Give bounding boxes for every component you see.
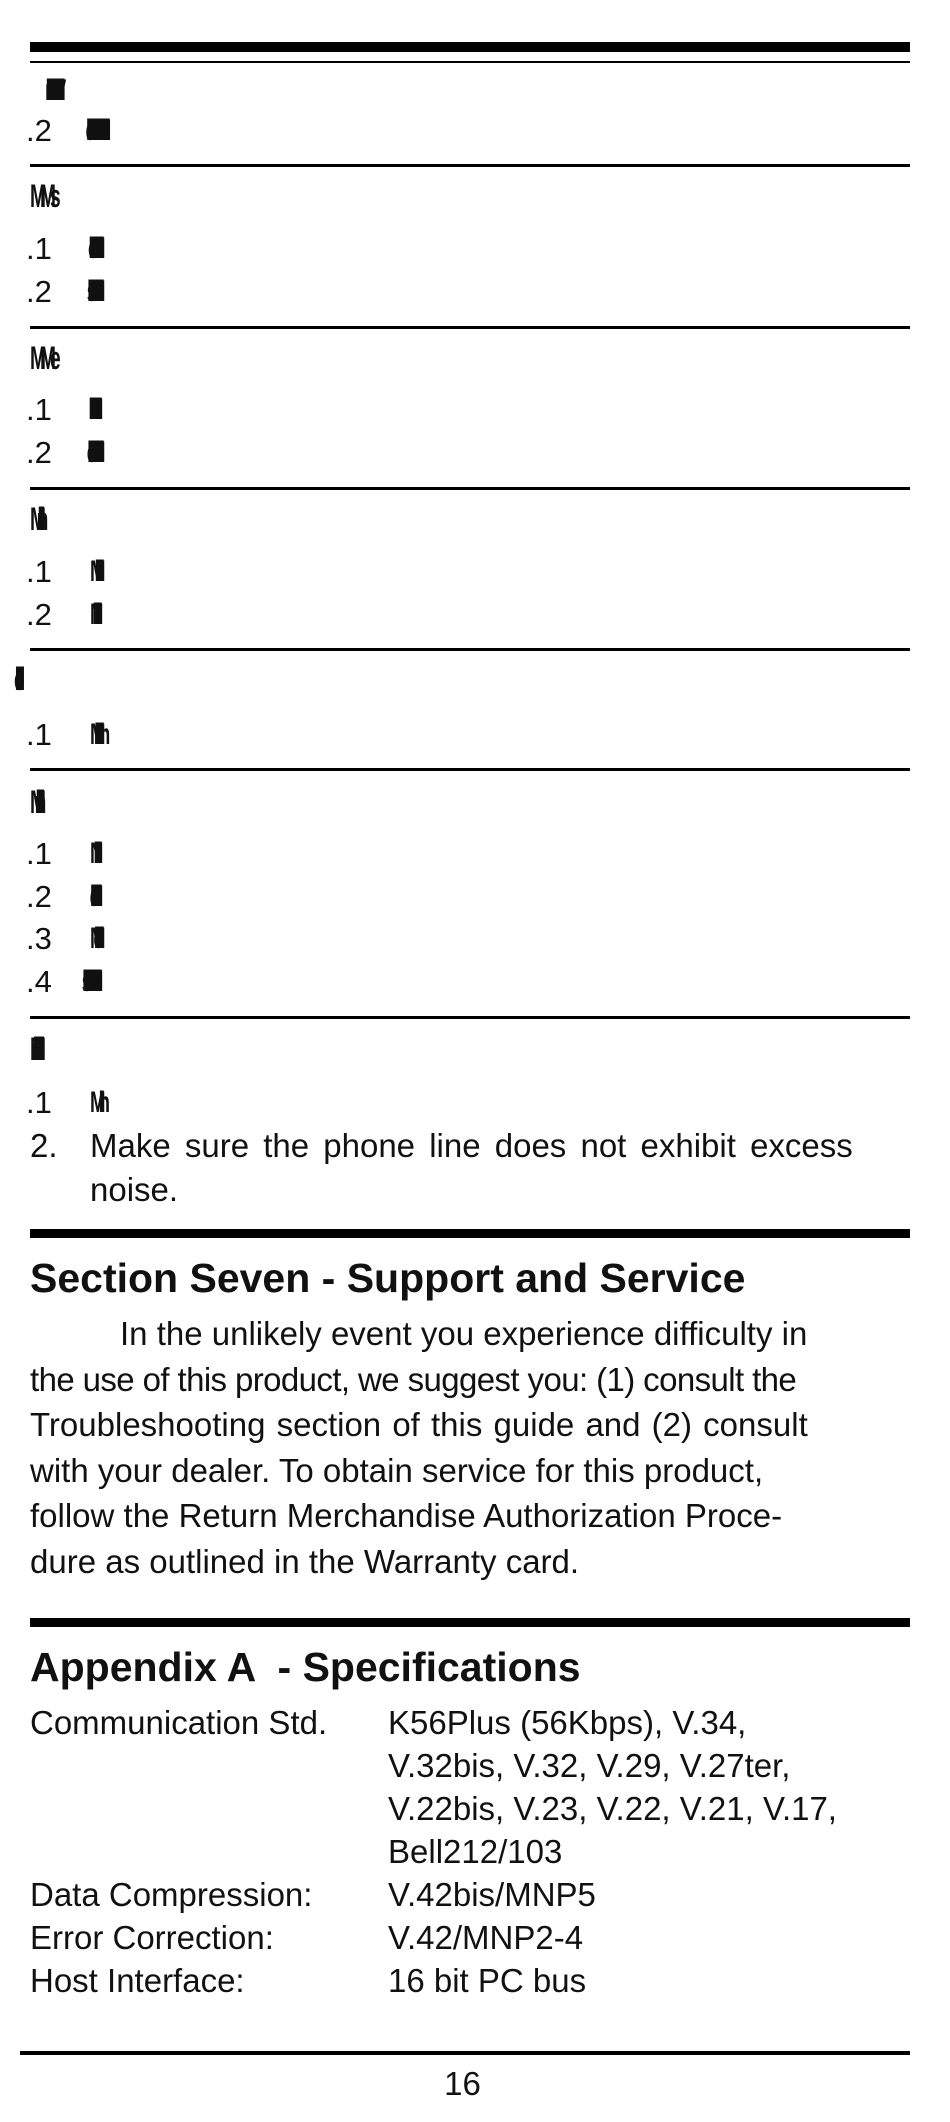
item-text: Make sure the phone line does not exhibit excess <box>90 1127 853 1164</box>
garbled-item: Mlllh <box>90 1086 105 1119</box>
garbled-item: Nllllllllllll <box>90 837 93 870</box>
garbled-line-2: NNllllllllllllllllllllllllllllllllllllllllllllllllld <box>90 114 92 147</box>
spec-value: V.42bis/MNP5 <box>388 1876 596 1913</box>
page-number: 16 <box>444 2065 481 2102</box>
spec-value-line: V.32bis, V.32, V.29, V.27ter, <box>388 1747 791 1784</box>
item-number: .3 <box>26 921 52 956</box>
garbled-item: Mllllllllllllllllllllllllllllle <box>90 232 93 265</box>
garbled-item: Mlllllllllllllllllllllllllllllllle <box>90 436 92 469</box>
section-rule <box>30 1229 910 1238</box>
garbled-item: Nllllllllllllll <box>90 598 93 631</box>
paragraph-line: the use of this product, we suggest you: (1) consult the <box>30 1361 797 1398</box>
item-number: .1 <box>26 392 52 427</box>
appendix-title: Appendix A - Specifications <box>30 1644 581 1690</box>
paragraph-line: with your dealer. To obtain service for this product, <box>30 1452 764 1489</box>
item-number: .1 <box>26 836 52 871</box>
group-heading: Mllllln <box>30 501 43 537</box>
item-number: .1 <box>26 1085 52 1120</box>
item-number: .2 <box>26 597 52 632</box>
garbled-item: Mlllllllllllllllle <box>90 922 99 955</box>
paragraph-line: follow the Return Merchandise Authorization Proce- <box>30 1497 783 1534</box>
item-number: .2 <box>26 879 52 914</box>
paragraph-line: dure as outlined in the Warranty card. <box>30 1543 580 1580</box>
item-number: .1 <box>26 231 52 266</box>
group-heading: MMs <box>30 178 55 214</box>
item-number: .4 <box>26 964 52 999</box>
group-heading: Mlllllllllllln <box>30 1031 38 1067</box>
item-number: .1 <box>26 717 52 752</box>
spec-label: Communication Std. <box>30 1704 328 1741</box>
garbled-item: Mlllllllllllllllm <box>90 718 105 751</box>
divider <box>30 1016 910 1019</box>
spec-label: Error Correction: <box>30 1919 274 1956</box>
divider <box>30 326 910 329</box>
item-number: 2. <box>30 1127 58 1164</box>
item-number: .2 <box>26 113 52 148</box>
divider <box>30 768 910 771</box>
garbled-item: Nlllllllllllllllllllld <box>90 880 96 913</box>
spec-value: V.42/MNP2-4 <box>388 1919 584 1956</box>
paragraph-line: In the unlikely event you experience difficulty in <box>120 1315 808 1352</box>
garbled-item: Mlllllllllllllllllllllllllllllllls <box>90 275 92 308</box>
group-heading: MMe <box>30 340 55 376</box>
spec-value-line: K56Plus (56Kbps), V.34, <box>388 1704 747 1741</box>
item-number: .1 <box>26 554 52 589</box>
item-number: .2 <box>26 435 52 470</box>
spec-value-line: V.22bis, V.23, V.22, V.21, V.17, <box>388 1790 837 1827</box>
section-title: Section Seven - Support and Service <box>30 1255 746 1301</box>
section-rule <box>30 1618 910 1627</box>
group-heading: Mlllllllln <box>30 784 41 820</box>
item-number: .2 <box>26 274 52 309</box>
spec-value <box>388 1701 908 1873</box>
footer-rule <box>20 2051 910 2055</box>
spec-value-line: Bell212/103 <box>388 1833 563 1870</box>
paragraph-line: Troubleshooting section of this guide and (2) consult <box>30 1406 808 1443</box>
top-thin-rule <box>30 61 910 63</box>
garbled-item: Mllllllllllllll <box>90 555 95 588</box>
divider <box>30 164 910 167</box>
item-text-cont: noise. <box>90 1171 179 1208</box>
top-rule <box>30 42 910 52</box>
spec-label: Data Compression: <box>30 1876 313 1913</box>
spec-label: Host Interface: <box>30 1962 245 1999</box>
divider <box>30 487 910 490</box>
divider <box>30 648 910 651</box>
spec-value: 16 bit PC bus <box>388 1962 587 1999</box>
